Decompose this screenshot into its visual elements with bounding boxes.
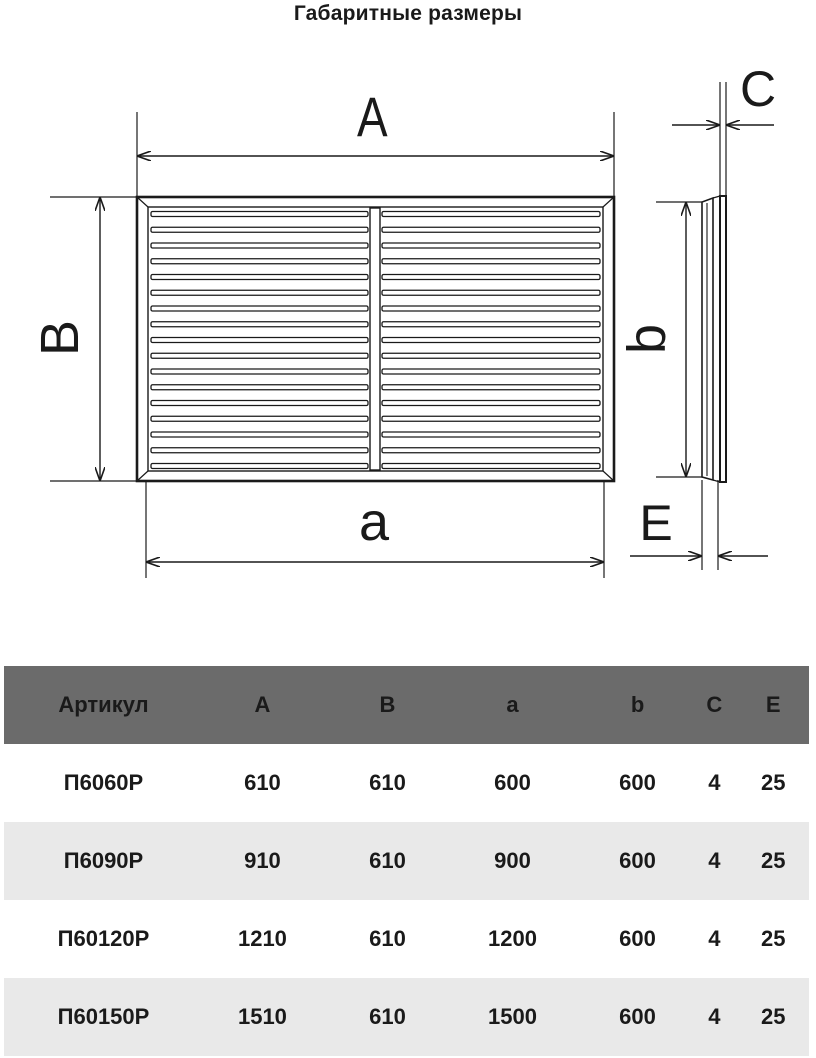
header-E: E	[738, 666, 810, 744]
louver-slat-right	[382, 369, 600, 374]
cell-b: 600	[619, 770, 656, 795]
cell-article: П6060Р	[63, 770, 144, 795]
label-E: E	[639, 495, 673, 551]
cell-B: 610	[369, 926, 406, 951]
louver-slat-right	[382, 290, 600, 295]
cell-B: 610	[369, 770, 406, 795]
cell-a: 1500	[441, 978, 584, 1056]
label-A: A	[356, 85, 388, 149]
louver-slat-left	[151, 306, 368, 311]
louver-slat-right	[382, 306, 600, 311]
louver-slat-left	[151, 432, 368, 437]
dimensions-table	[4, 666, 809, 1056]
cell-A: 910	[191, 822, 334, 900]
louver-slat-right	[382, 401, 600, 406]
louver-slat-right	[382, 227, 600, 232]
louver-slat-right	[382, 338, 600, 343]
cell-article: П60120Р	[57, 926, 150, 951]
table-row	[4, 978, 809, 1056]
louver-slats	[151, 212, 600, 469]
louver-slat-left	[151, 212, 368, 217]
louver-slat-right	[382, 448, 600, 453]
louver-slat-right	[382, 464, 600, 469]
louver-slat-right	[382, 353, 600, 358]
cell-A: 1210	[237, 926, 287, 951]
table-row	[4, 900, 809, 978]
cell-C: 4	[708, 770, 721, 795]
cell-B: 610	[334, 822, 441, 900]
cell-a: 600	[494, 770, 531, 795]
header-A: A	[191, 666, 334, 744]
label-B: B	[30, 319, 90, 357]
louver-slat-left	[151, 259, 368, 264]
cell-C: 4	[691, 822, 737, 900]
table-header-row	[4, 666, 809, 744]
louver-slat-right	[382, 212, 600, 217]
grille-side-view	[702, 196, 726, 482]
cell-E: 25	[738, 978, 810, 1056]
louver-slat-left	[151, 416, 368, 421]
cell-C: 4	[708, 926, 721, 951]
header-article: Артикул	[4, 666, 191, 744]
cell-C: 4	[691, 978, 737, 1056]
louver-slat-right	[382, 259, 600, 264]
cell-a: 1200	[488, 926, 537, 951]
header-C: C	[691, 666, 737, 744]
louver-slat-left	[151, 369, 368, 374]
label-a: a	[358, 492, 390, 552]
header-B: B	[334, 666, 441, 744]
louver-slat-right	[382, 385, 600, 390]
grille-front-view	[137, 197, 614, 481]
louver-slat-left	[151, 322, 368, 327]
louver-slat-left	[151, 385, 368, 390]
grille-center-divider	[370, 208, 380, 470]
louver-slat-right	[382, 432, 600, 437]
louver-slat-left	[151, 464, 368, 469]
cell-article: П6090Р	[4, 822, 191, 900]
louver-slat-left	[151, 353, 368, 358]
header-a: a	[441, 666, 584, 744]
louver-slat-left	[151, 338, 368, 343]
header-b: b	[584, 666, 691, 744]
cell-E: 25	[761, 770, 786, 795]
cell-E: 25	[761, 926, 786, 951]
table-row	[4, 744, 809, 822]
louver-slat-right	[382, 322, 600, 327]
louver-slat-left	[151, 290, 368, 295]
louver-slat-left	[151, 275, 368, 280]
label-C: C	[739, 61, 777, 117]
cell-article: П60150Р	[4, 978, 191, 1056]
page-title: Габаритные размеры	[293, 2, 523, 25]
cell-b: 600	[619, 926, 656, 951]
louver-slat-left	[151, 227, 368, 232]
louver-slat-left	[151, 448, 368, 453]
cell-b: 600	[584, 978, 691, 1056]
label-b: b	[617, 323, 677, 355]
table-row	[4, 822, 809, 900]
cell-E: 25	[738, 822, 810, 900]
louver-slat-left	[151, 401, 368, 406]
louver-slat-right	[382, 243, 600, 248]
louver-slat-right	[382, 275, 600, 280]
cell-B: 610	[334, 978, 441, 1056]
louver-slat-right	[382, 416, 600, 421]
cell-a: 900	[441, 822, 584, 900]
cell-A: 610	[244, 770, 281, 795]
cell-b: 600	[584, 822, 691, 900]
cell-A: 1510	[191, 978, 334, 1056]
louver-slat-left	[151, 243, 368, 248]
